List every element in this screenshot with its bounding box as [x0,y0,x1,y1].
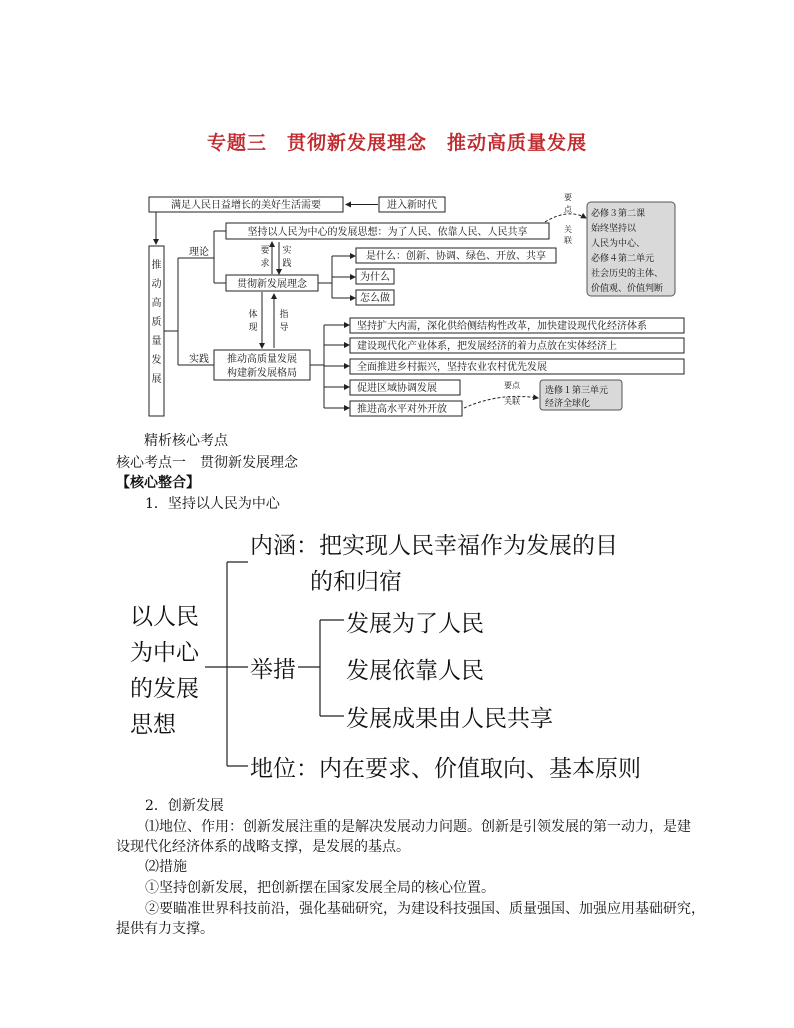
embody-char: 体 [248,310,258,320]
key-link-2-label: 要点 [504,381,520,390]
left-column-char: 发 [151,355,162,366]
left-column-char: 量 [151,336,162,347]
practice-item-label: 促进区域协调发展 [357,383,437,394]
key-link-char: 关 [564,225,572,234]
key-link-char: 点 [564,205,572,214]
paragraph-line: ①坚持创新发展，把创新摆在国家发展全局的核心位置。 [145,880,495,896]
how-label: 怎么做 [360,293,390,304]
people-center-label: 坚持以人民为中心的发展思想：为了人民、依靠人民、人民共享 [247,227,528,238]
mindmap-measure-item: 发展成果由人民共享 [346,706,553,732]
new-concept-label: 贯彻新发展理念 [237,279,307,290]
mindmap-status: 地位：内在要求、价值取向、基本原则 [250,756,641,782]
require-char: 要 [260,246,270,256]
practice-v-char: 践 [282,259,292,269]
guide-char: 导 [279,323,289,333]
left-column-char: 动 [151,279,162,290]
paragraph-line: 提供有力支撑。 [116,921,214,937]
promote-line: 推动高质量发展 [227,354,297,365]
left-column-char: 推 [151,260,162,271]
side-box-2-line: 选修１第三单元 [545,386,609,396]
mindmap-measure-item: 发展为了人民 [346,611,484,637]
side-box-1-line: 社会历史的主体、 [591,269,664,279]
enter-era-label: 进入新时代 [387,200,437,211]
core-integration-label: 【核心整合】 [116,475,200,491]
mindmap-root-line: 以人民 [130,604,199,630]
side-box-1-line: 价值观、价值判断 [591,284,664,294]
guide-char: 指 [279,310,289,320]
side-box-1-line: 必修３第二课 [591,209,646,219]
item-1-heading: 1．坚持以人民为中心 [145,496,280,512]
practice-item-label: 建设现代化产业体系，把发展经济的着力点放在实体经济上 [357,341,617,352]
why-label: 为什么 [360,272,390,283]
key-link-char: 要 [564,193,572,202]
practice-item-label: 推进高水平对外开放 [357,404,447,415]
side-box-1-line: 始终坚持以 [591,224,637,234]
embody-char: 现 [248,323,258,333]
item-2-heading: 2．创新发展 [145,798,224,814]
require-char: 求 [260,259,270,269]
practice-item-label: 全面推进乡村振兴，坚持农业农村优先发展 [357,362,547,373]
mindmap-measures: 举措 [250,657,296,683]
left-column-char: 展 [151,374,162,385]
side-box-1-line: 人民为中心、 [591,239,646,249]
mindmap-root-line: 思想 [130,712,176,738]
paragraph-line: 设现代化经济体系的战略支撑，是发展的基点。 [116,839,410,855]
practice-label: 实践 [189,354,209,365]
left-column-box [149,246,164,416]
left-column-char: 质 [151,317,162,328]
practice-item-label: 坚持扩大内需，深化供给侧结构性改革，加快建设现代化经济体系 [357,321,647,332]
section-heading: 精析核心考点 [144,433,228,449]
top-box-label: 满足人民日益增长的美好生活需要 [171,200,321,211]
key-link-2-label: 关联 [504,397,520,406]
left-column-char: 高 [151,298,162,309]
paragraph-line: ⑵措施 [145,859,187,875]
mindmap-connotation-line: 的和归宿 [310,569,402,595]
side-box-1-line: 必修４第二单元 [591,254,655,264]
paragraph-line: ⑴地位、作用：创新发展注重的是解决发展动力问题。创新是引领发展的第一动力，是建 [145,819,691,835]
practice-v-char: 实 [282,246,292,256]
page-title: 专题三 贯彻新发展理念 推动高质量发展 [206,132,587,154]
key-link-char: 联 [564,236,572,245]
mindmap-measure-item: 发展依靠人民 [346,658,484,684]
mindmap-connotation-line: 内涵：把实现人民幸福作为发展的目 [250,533,618,559]
side-box-2-line: 经济全球化 [545,399,591,409]
mindmap-root-line: 为中心 [130,640,199,666]
promote-line: 构建新发展格局 [227,368,297,379]
theory-label: 理论 [189,247,209,258]
what-label: 是什么：创新、协调、绿色、开放、共享 [366,251,546,262]
paragraph-line: ②要瞄准世界科技前沿，强化基础研究，为建设科技强国、质量强国、加强应用基础研究， [145,901,705,917]
mindmap-root-line: 的发展 [130,676,199,702]
core-point-heading: 核心考点一 贯彻新发展理念 [116,455,298,471]
